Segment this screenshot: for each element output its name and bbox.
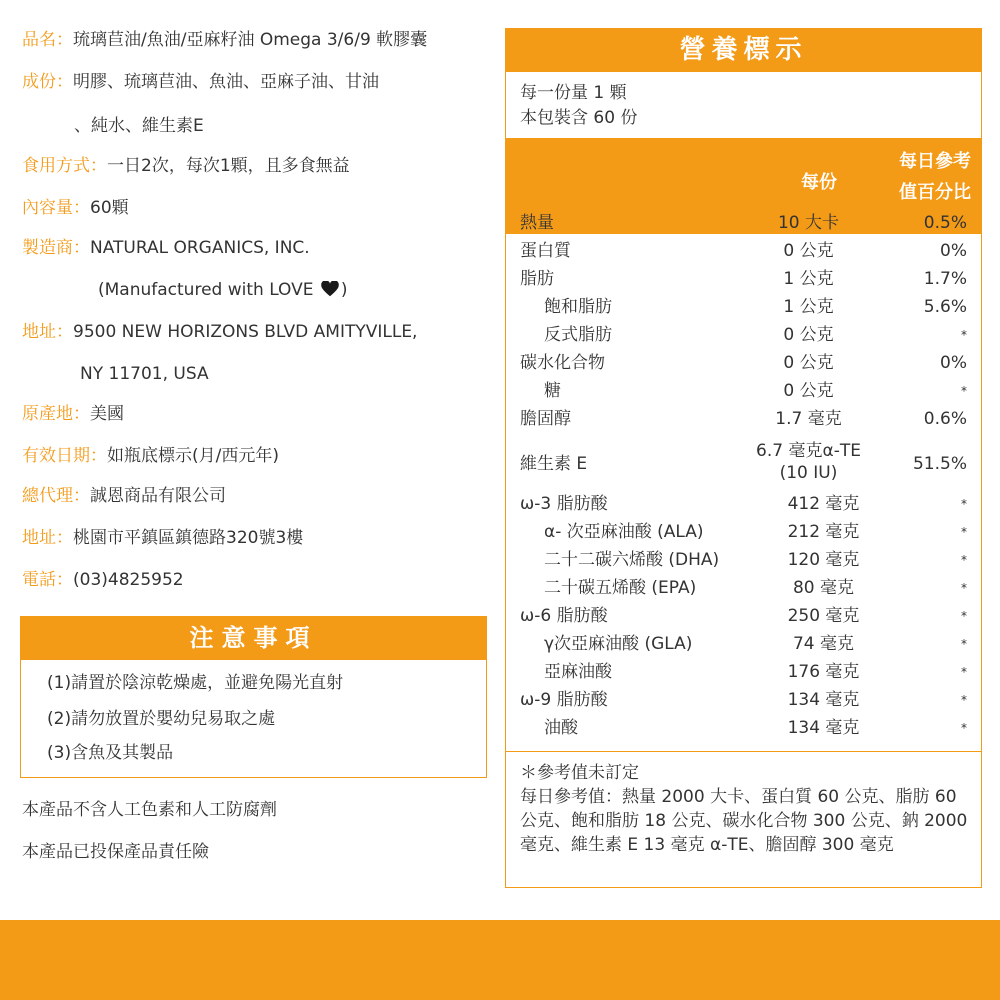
note-daily-reference: 每日參考值：熱量 2000 大卡、蛋白質 60 公克、脂肪 60 公克、飽和脂肪 18 公克、碳水化合物 300 公克、鈉 2000 毫克、維生素 E 13 毫克 α-TE、膽固醇 300 毫克: [520, 787, 968, 855]
footnote-insurance: 本產品已投保產品責任險: [22, 842, 209, 862]
col-per-serving: 每份: [801, 172, 837, 193]
notice-item: (3)含魚及其製品: [47, 743, 174, 763]
notice-item: (2)請勿放置於嬰幼兒易取之處: [47, 709, 276, 729]
servings-per-pack: 本包裝含 60 份: [520, 108, 638, 128]
info-row-phone: 電話：(03)4825952: [22, 570, 184, 590]
info-row-ingredients: 成份：明膠、琉璃苣油、魚油、亞麻子油、甘油: [22, 72, 379, 92]
notice-title: 注意事項: [21, 617, 486, 660]
serving-size: 每一份量 1 顆: [520, 83, 627, 103]
info-row-expiry: 有效日期：如瓶底標示(月/西元年): [22, 446, 279, 466]
info-row-address: 地址：9500 NEW HORIZONS BLVD AMITYVILLE,: [22, 322, 418, 342]
info-row-agent: 總代理：誠恩商品有限公司: [22, 486, 226, 506]
info-row-manufacturer: 製造商：NATURAL ORGANICS, INC.: [22, 238, 310, 258]
heart-icon: [321, 281, 339, 297]
info-row-ingredients-cont: 、純水、維生素E: [74, 116, 204, 136]
info-row-usage: 食用方式：一日2次，每次1顆，且多食無益: [22, 156, 350, 176]
info-row-address-cont: NY 11701, USA: [80, 364, 209, 384]
nutrition-title: 營養標示: [506, 29, 981, 72]
info-row-agent-address: 地址：桃園市平鎮區鎮德路320號3樓: [22, 528, 304, 548]
note-reference-undefined: ＊參考值未訂定: [520, 763, 639, 783]
bottom-accent-bar: [0, 920, 1000, 1000]
notice-box: [20, 616, 487, 778]
footnote-no-additives: 本產品不含人工色素和人工防腐劑: [22, 800, 277, 820]
nutrition-divider: [506, 751, 981, 752]
info-row-content: 內容量：60顆: [22, 198, 129, 218]
notice-item: (1)請置於陰涼乾燥處，並避免陽光直射: [47, 673, 344, 693]
col-daily-value: 每日參考 值百分比: [899, 151, 971, 203]
info-row-manufactured-with-love: (Manufactured with LOVE ): [98, 280, 348, 300]
nutrition-panel: 營養標示 每一份量 1 顆 本包裝含 60 份 每份 每日參考 值百分比 熱量 10 大卡 0.5% 蛋白質 0 公克 0% 脂肪 1 公克 1.7% 飽和脂肪 1 公克 5.6% 反式脂肪 0 公克 * 碳水化合物 0 公克 0% 糖 0 公克 * 膽固醇 1.7 毫克 0.6% 維生素 E 6.7 毫克α-TE (10 IU) 51.5% ω-3 脂肪酸 412 毫克 * α- 次亞麻油酸 (ALA) 212 毫克 * 二十二碳六烯酸 (DHA) 120 毫克 * 二十碳五烯酸 (EPA) 80 毫克 * ω-6 脂肪酸 250 毫克 * γ次亞麻油酸 (GLA) 74 毫克 * 亞麻油酸 176 毫克 * ω-9 脂肪酸 134 毫克 * 油酸 134 毫克 * ＊參考值未訂定 每日參考值：熱量 2000 大卡、蛋白質 60 公克、脂肪 60 公克、飽和脂肪 18 公克、碳水化合物 300 公克、鈉 2000 毫克、維生素 E 13 毫克 α-TE、膽固醇 300 毫克: [505, 28, 982, 888]
info-row-name: 品名：琉璃苣油/魚油/亞麻籽油 Omega 3/6/9 軟膠囊: [22, 30, 428, 50]
nutrition-column-header: [506, 138, 981, 234]
nutrient-row-vitamin-e: 維生素 E 6.7 毫克α-TE (10 IU) 51.5%: [520, 441, 967, 483]
info-row-origin: 原產地：美國: [22, 404, 124, 424]
